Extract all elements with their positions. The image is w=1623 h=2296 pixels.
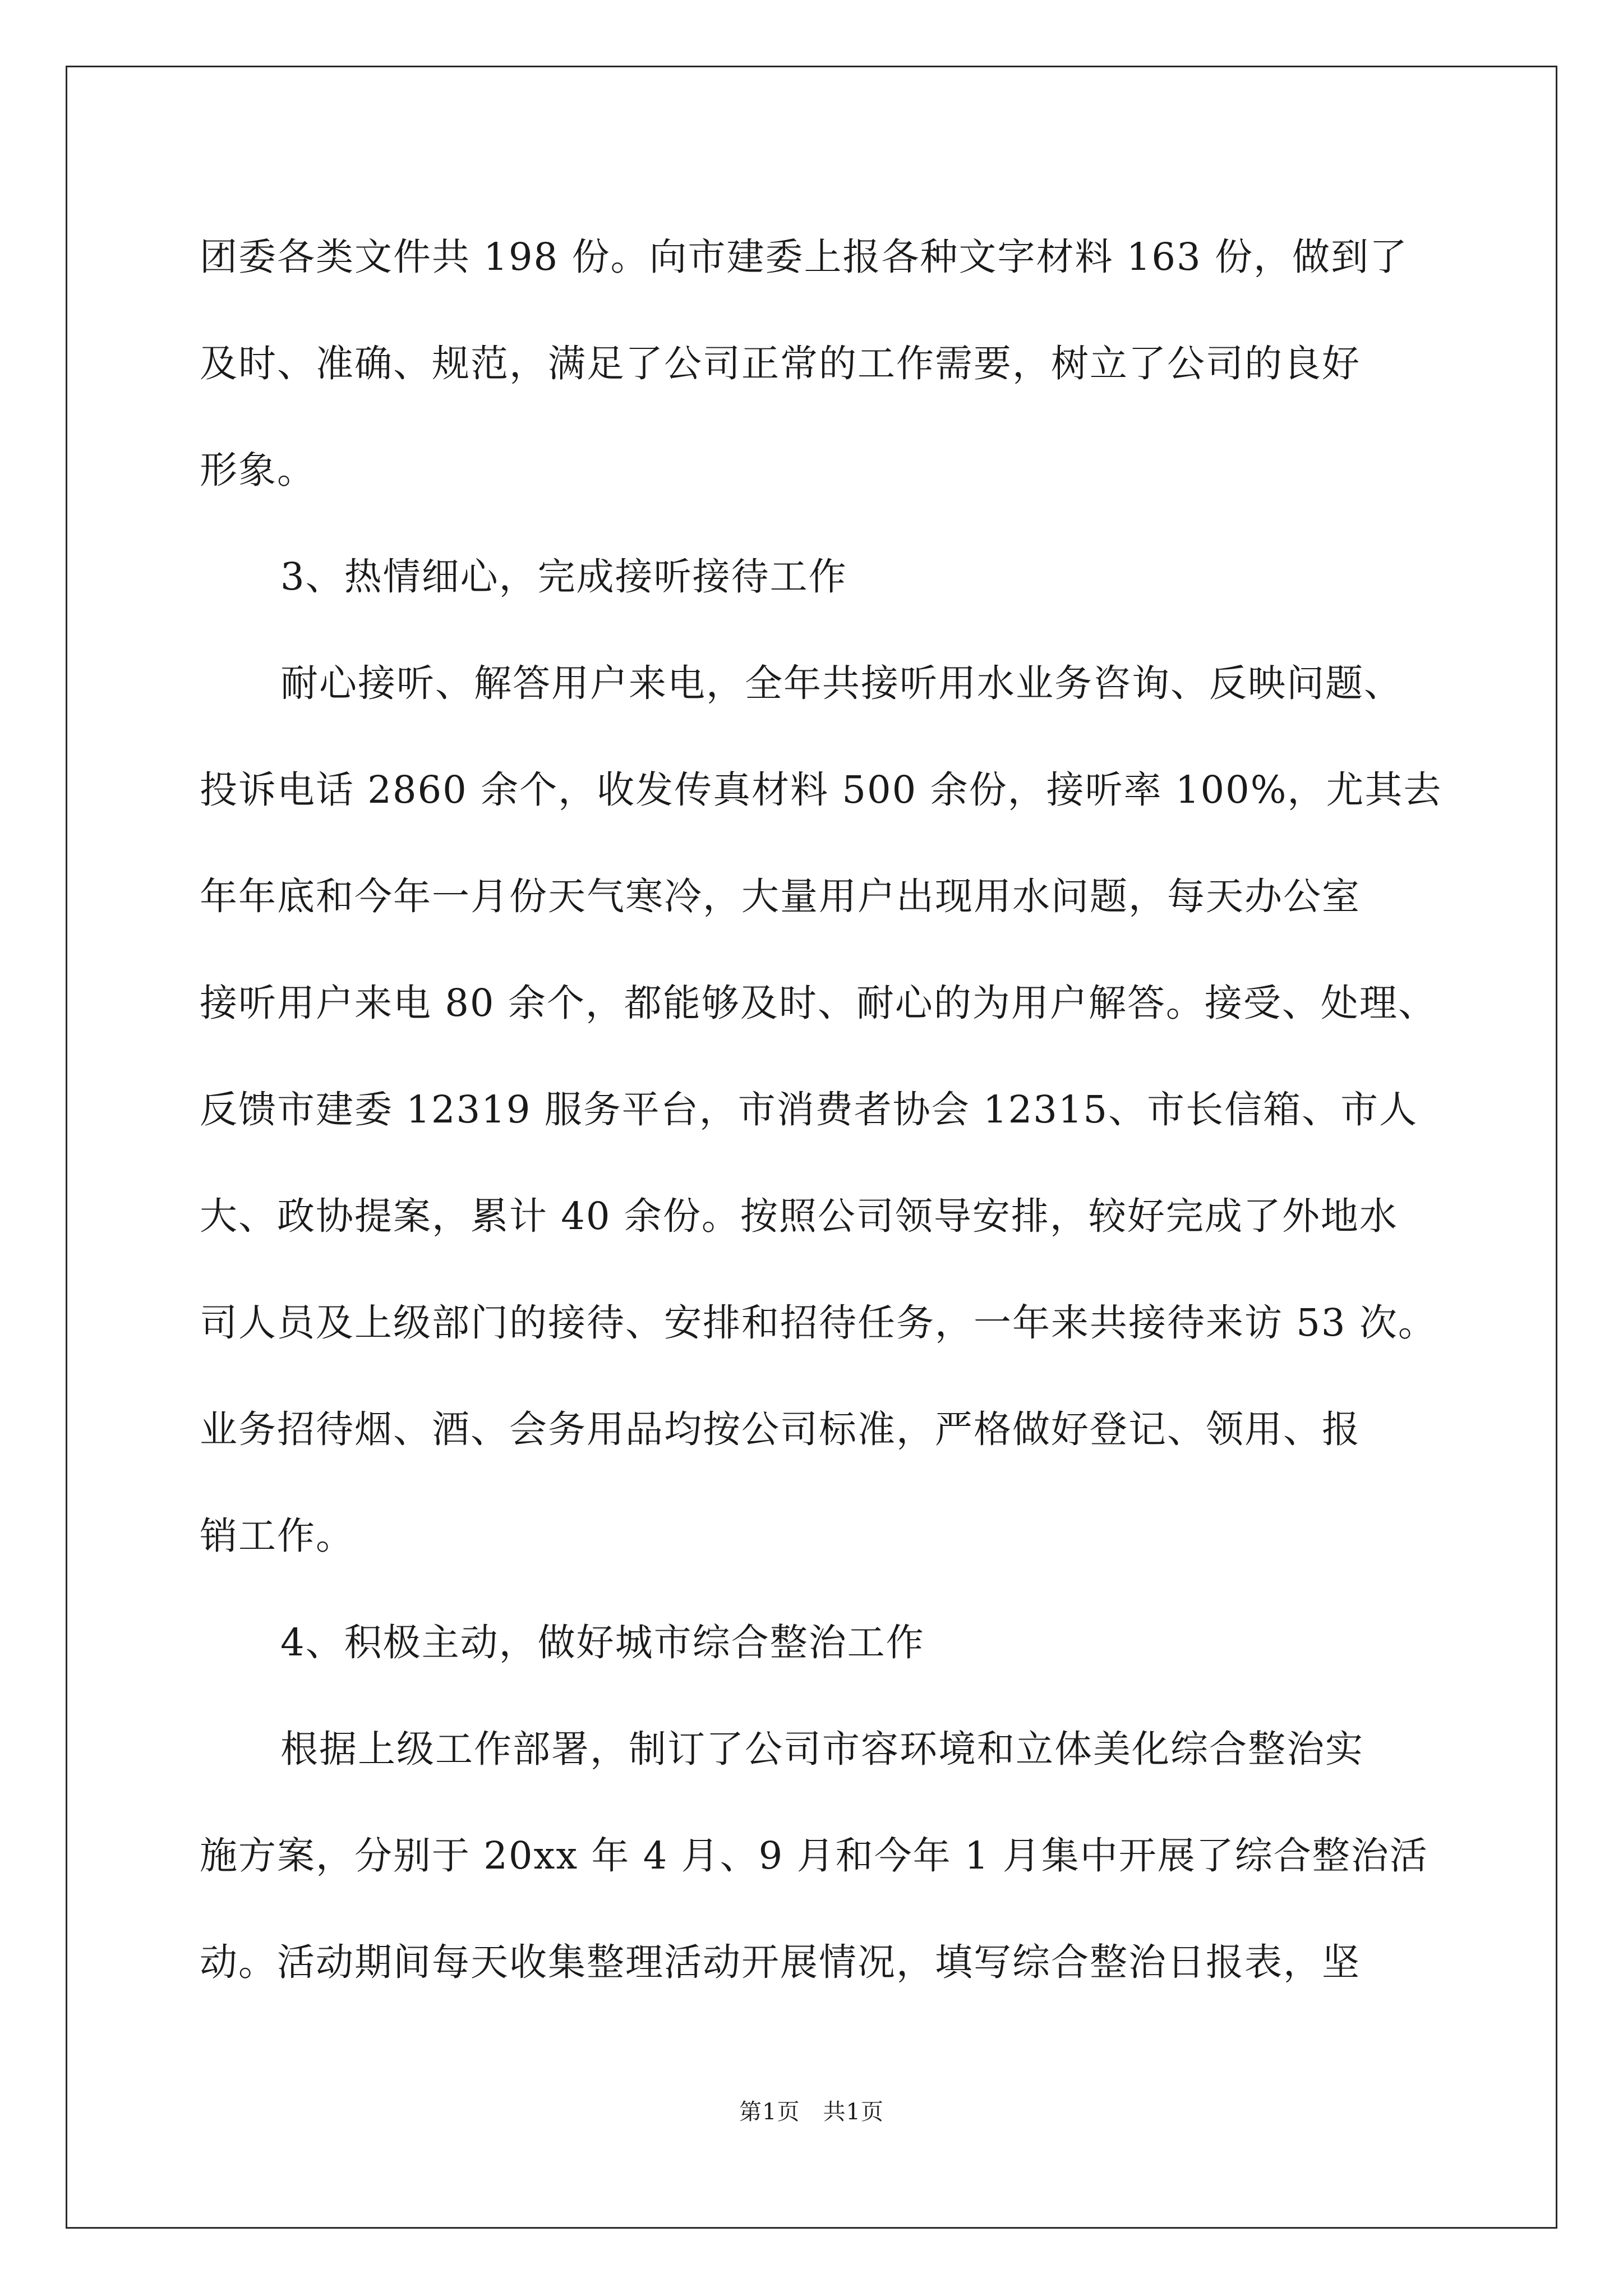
text-line: 年年底和今年一月份天气寒冷，大量用户出现用水问题，每天办公室 [200,875,1361,918]
text-line: 大、政协提案，累计 40 余份。按照公司领导安排，较好完成了外地水 [200,1194,1398,1238]
text-line: 业务招待烟、酒、会务用品均按公司标准，严格做好登记、领用、报 [200,1407,1361,1451]
section-heading: 4、积极主动，做好城市综合整治工作 [280,1621,925,1664]
text-line: 投诉电话 2860 余个，收发传真材料 500 余份，接听率 100%，尤其去 [200,768,1442,812]
section-heading: 3、热情细心，完成接听接待工作 [280,555,847,599]
text-line: 动。活动期间每天收集整理活动开展情况，填写综合整治日报表，坚 [200,1940,1361,1984]
text-line: 施方案，分别于 20xx 年 4 月、9 月和今年 1 月集中开展了综合整治活 [200,1834,1428,1878]
paragraph-first-line: 耐心接听、解答用户来电，全年共接听用水业务咨询、反映问题、 [280,661,1403,705]
page-number-footer: 第1页 共1页 [739,2099,884,2125]
document-body [200,204,1450,2016]
text-line: 接听用户来电 80 余个，都能够及时、耐心的为用户解答。接受、处理、 [200,981,1437,1025]
text-line: 反馈市建委 12319 服务平台，市消费者协会 12315、市长信箱、市人 [200,1088,1418,1131]
text-line: 及时、准确、规范，满足了公司正常的工作需要，树立了公司的良好 [200,342,1361,385]
paragraph-first-line: 根据上级工作部署，制订了公司市容环境和立体美化综合整治实 [280,1727,1364,1771]
text-line: 形象。 [200,448,316,492]
text-line: 销工作。 [200,1514,354,1558]
text-line: 司人员及上级部门的接待、安排和招待任务，一年来共接待来访 53 次。 [200,1301,1437,1345]
text-line: 团委各类文件共 198 份。向市建委上报各种文字材料 163 份，做到了 [200,235,1408,279]
